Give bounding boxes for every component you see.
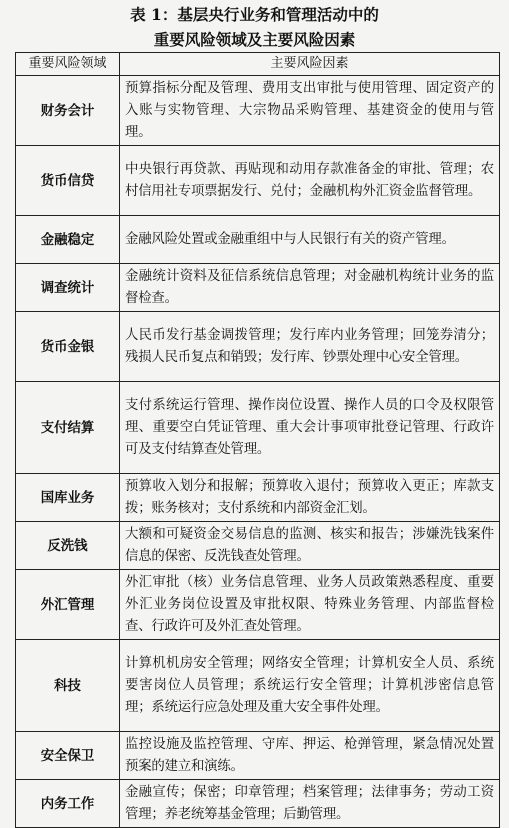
table-row	[16, 522, 500, 570]
risk-area: 国库业务	[16, 474, 120, 522]
table-row	[16, 76, 500, 146]
header-area: 重要风险领域	[16, 53, 120, 76]
risk-area: 调查统计	[16, 264, 120, 312]
table-row	[16, 474, 500, 522]
risk-factors: 监控设施及监控管理、守库、押运、枪弹管理，紧急情况处置预案的建立和演练。	[120, 732, 500, 780]
risk-area: 内务工作	[16, 780, 120, 828]
risk-factors: 支付系统运行管理、操作岗位设置、操作人员的口令及权限管理、重要空白凭证管理、重大会计事项审批登记管理、行政许可及支付结算查处管理。	[120, 382, 500, 474]
table-row	[16, 570, 500, 640]
table-row	[16, 640, 500, 732]
table-row	[16, 216, 500, 264]
header-factors: 主要风险因素	[120, 53, 500, 76]
risk-factors: 金融统计资料及征信系统信息管理；对金融机构统计业务的监督检查。	[120, 264, 500, 312]
risk-factors: 金融宣传；保密；印章管理；档案管理；法律事务；劳动工资管理；养老统筹基金管理；后勤管理。	[120, 780, 500, 828]
table-row	[16, 312, 500, 382]
title-line-1: 表 1：基层央行业务和管理活动中的	[130, 5, 379, 24]
risk-table	[15, 52, 500, 828]
table-row	[16, 146, 500, 216]
risk-factors: 人民币发行基金调拨管理；发行库内业务管理；回笼券清分；残损人民币复点和销毁；发行库、钞票处理中心安全管理。	[120, 312, 500, 382]
risk-area: 金融稳定	[16, 216, 120, 264]
risk-area: 支付结算	[16, 382, 120, 474]
table-header-row	[16, 53, 500, 76]
risk-factors: 预算指标分配及管理、费用支出审批与使用管理、固定资产的入账与实物管理、大宗物品采购管理、基建资金的使用与管理。	[120, 76, 500, 146]
risk-area: 反洗钱	[16, 522, 120, 570]
risk-area: 外汇管理	[16, 570, 120, 640]
table-row	[16, 732, 500, 780]
risk-factors: 金融风险处置或金融重组中与人民银行有关的资产管理。	[120, 216, 500, 264]
risk-area: 财务会计	[16, 76, 120, 146]
table-row	[16, 780, 500, 828]
title-line-2: 重要风险领域及主要风险因素	[153, 30, 356, 49]
risk-factors: 外汇审批（核）业务信息管理、业务人员政策熟悉程度、重要外汇业务岗位设置及审批权限、特殊业务管理、内部监督检查、行政许可及外汇查处管理。	[120, 570, 500, 640]
risk-factors: 中央银行再贷款、再贴现和动用存款准备金的审批、管理；农村信用社专项票据发行、兑付；金融机构外汇资金监督管理。	[120, 146, 500, 216]
risk-factors: 大额和可疑资金交易信息的监测、核实和报告；涉嫌洗钱案件信息的保密、反洗钱查处管理。	[120, 522, 500, 570]
risk-factors: 计算机机房安全管理；网络安全管理；计算机安全人员、系统要害岗位人员管理；系统运行安全管理；计算机涉密信息管理；系统运行应急处理及重大安全事件处理。	[120, 640, 500, 732]
table-title	[0, 0, 509, 50]
risk-area: 货币金银	[16, 312, 120, 382]
risk-area: 安全保卫	[16, 732, 120, 780]
risk-area: 货币信贷	[16, 146, 120, 216]
risk-factors: 预算收入划分和报解；预算收入退付；预算收入更正；库款支拨；账务核对；支付系统和内部资金汇划。	[120, 474, 500, 522]
risk-area: 科技	[16, 640, 120, 732]
table-row	[16, 264, 500, 312]
table-row	[16, 382, 500, 474]
